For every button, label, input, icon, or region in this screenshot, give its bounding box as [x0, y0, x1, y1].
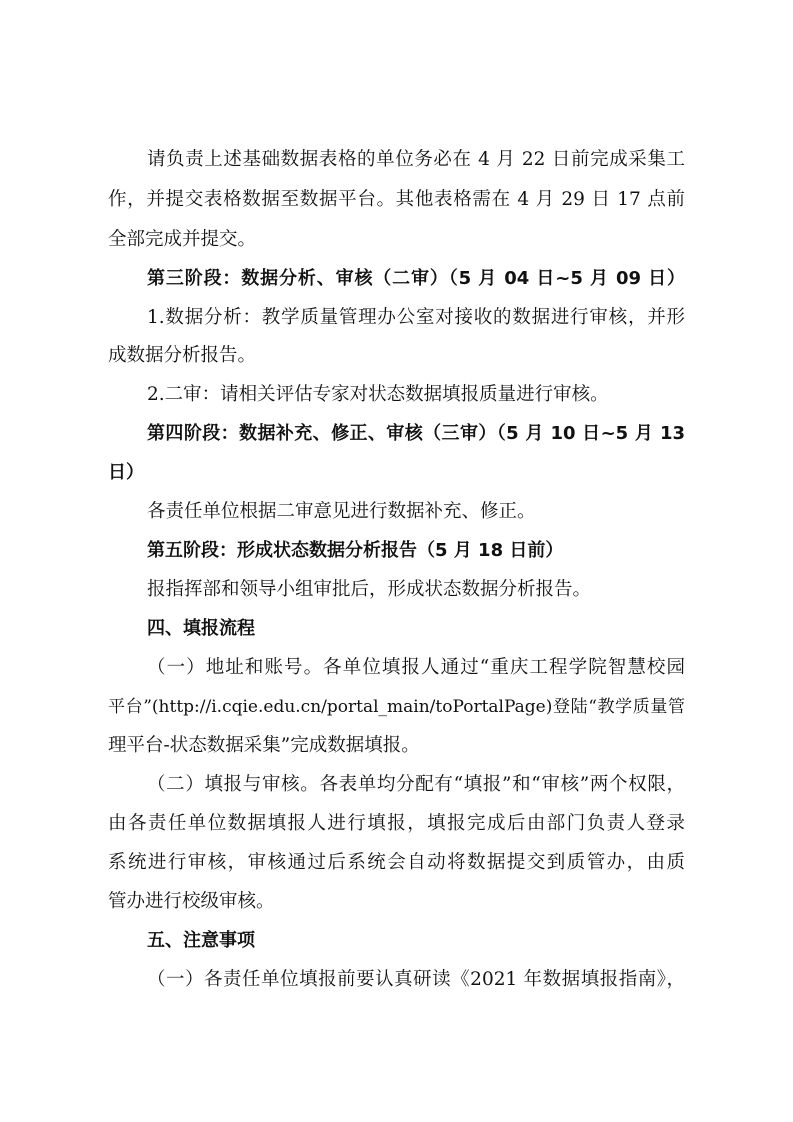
text-line: （一）各责任单位填报前要认真研读《2021 年数据填报指南》， — [147, 969, 685, 990]
paragraph-line — [0, 223, 793, 257]
text-line: 作，并提交表格数据至数据平台。其他表格需在 4 月 29 日 17 点前 — [108, 189, 685, 210]
url-text-line: 平台”(http://i.cqie.edu.cn/portal_main/toPortalPage)登陆“教学质量管 — [108, 697, 685, 717]
section-heading — [0, 456, 793, 490]
paragraph-line — [0, 301, 793, 335]
section-heading — [0, 417, 793, 451]
text-line: （二）填报与审核。各表单均分配有“填报”和“审核”两个权限， — [147, 774, 685, 795]
text-line: 各责任单位根据二审意见进行数据补充、修正。 — [147, 501, 536, 522]
heading-text: 四、填报流程 — [147, 618, 255, 639]
text-line: 管办进行校级审核。 — [108, 891, 275, 912]
heading-text: 第三阶段：数据分析、审核（二审）（5 月 04 日~5 月 09 日） — [147, 268, 685, 289]
section-heading — [0, 534, 793, 568]
paragraph-line — [0, 963, 793, 997]
paragraph-line — [0, 846, 793, 880]
paragraph-line — [0, 729, 793, 763]
text-line: （一）地址和账号。各单位填报人通过“重庆工程学院智慧校园 — [147, 657, 685, 678]
paragraph-line — [0, 690, 793, 724]
text-line: 全部完成并提交。 — [108, 229, 257, 250]
paragraph-line — [0, 143, 793, 177]
section-heading — [0, 924, 793, 958]
text-line: 由各责任单位数据填报人进行填报，填报完成后由部门负责人登录 — [108, 813, 685, 834]
paragraph-line — [0, 807, 793, 841]
paragraph-line — [0, 885, 793, 919]
paragraph-line — [0, 573, 793, 607]
paragraph-line — [0, 768, 793, 802]
heading-text: 五、注意事项 — [147, 930, 255, 951]
paragraph-line — [0, 339, 793, 373]
text-line: 理平台-状态数据采集”完成数据填报。 — [108, 735, 420, 756]
text-line: 成数据分析报告。 — [108, 345, 257, 366]
text-line: 2.二审：请相关评估专家对状态数据填报质量进行审核。 — [147, 384, 609, 405]
text-line: 1.数据分析：教学质量管理办公室对接收的数据进行审核，并形 — [147, 307, 685, 328]
text-line: 报指挥部和领导小组审批后，形成状态数据分析报告。 — [147, 579, 592, 600]
paragraph-line — [0, 183, 793, 217]
heading-text: 第四阶段：数据补充、修正、审核（三审）（5 月 10 日~5 月 13 — [147, 423, 685, 444]
paragraph-line — [0, 495, 793, 529]
section-heading — [0, 612, 793, 646]
text-line: 请负责上述基础数据表格的单位务必在 4 月 22 日前完成采集工 — [147, 149, 685, 170]
paragraph-line — [0, 651, 793, 685]
heading-text: 第五阶段：形成状态数据分析报告（5 月 18 日前） — [147, 540, 564, 561]
text-line: 系统进行审核，审核通过后系统会自动将数据提交到质管办，由质 — [108, 852, 685, 873]
section-heading — [0, 262, 793, 296]
heading-text: 日） — [108, 462, 144, 483]
paragraph-line — [0, 378, 793, 412]
